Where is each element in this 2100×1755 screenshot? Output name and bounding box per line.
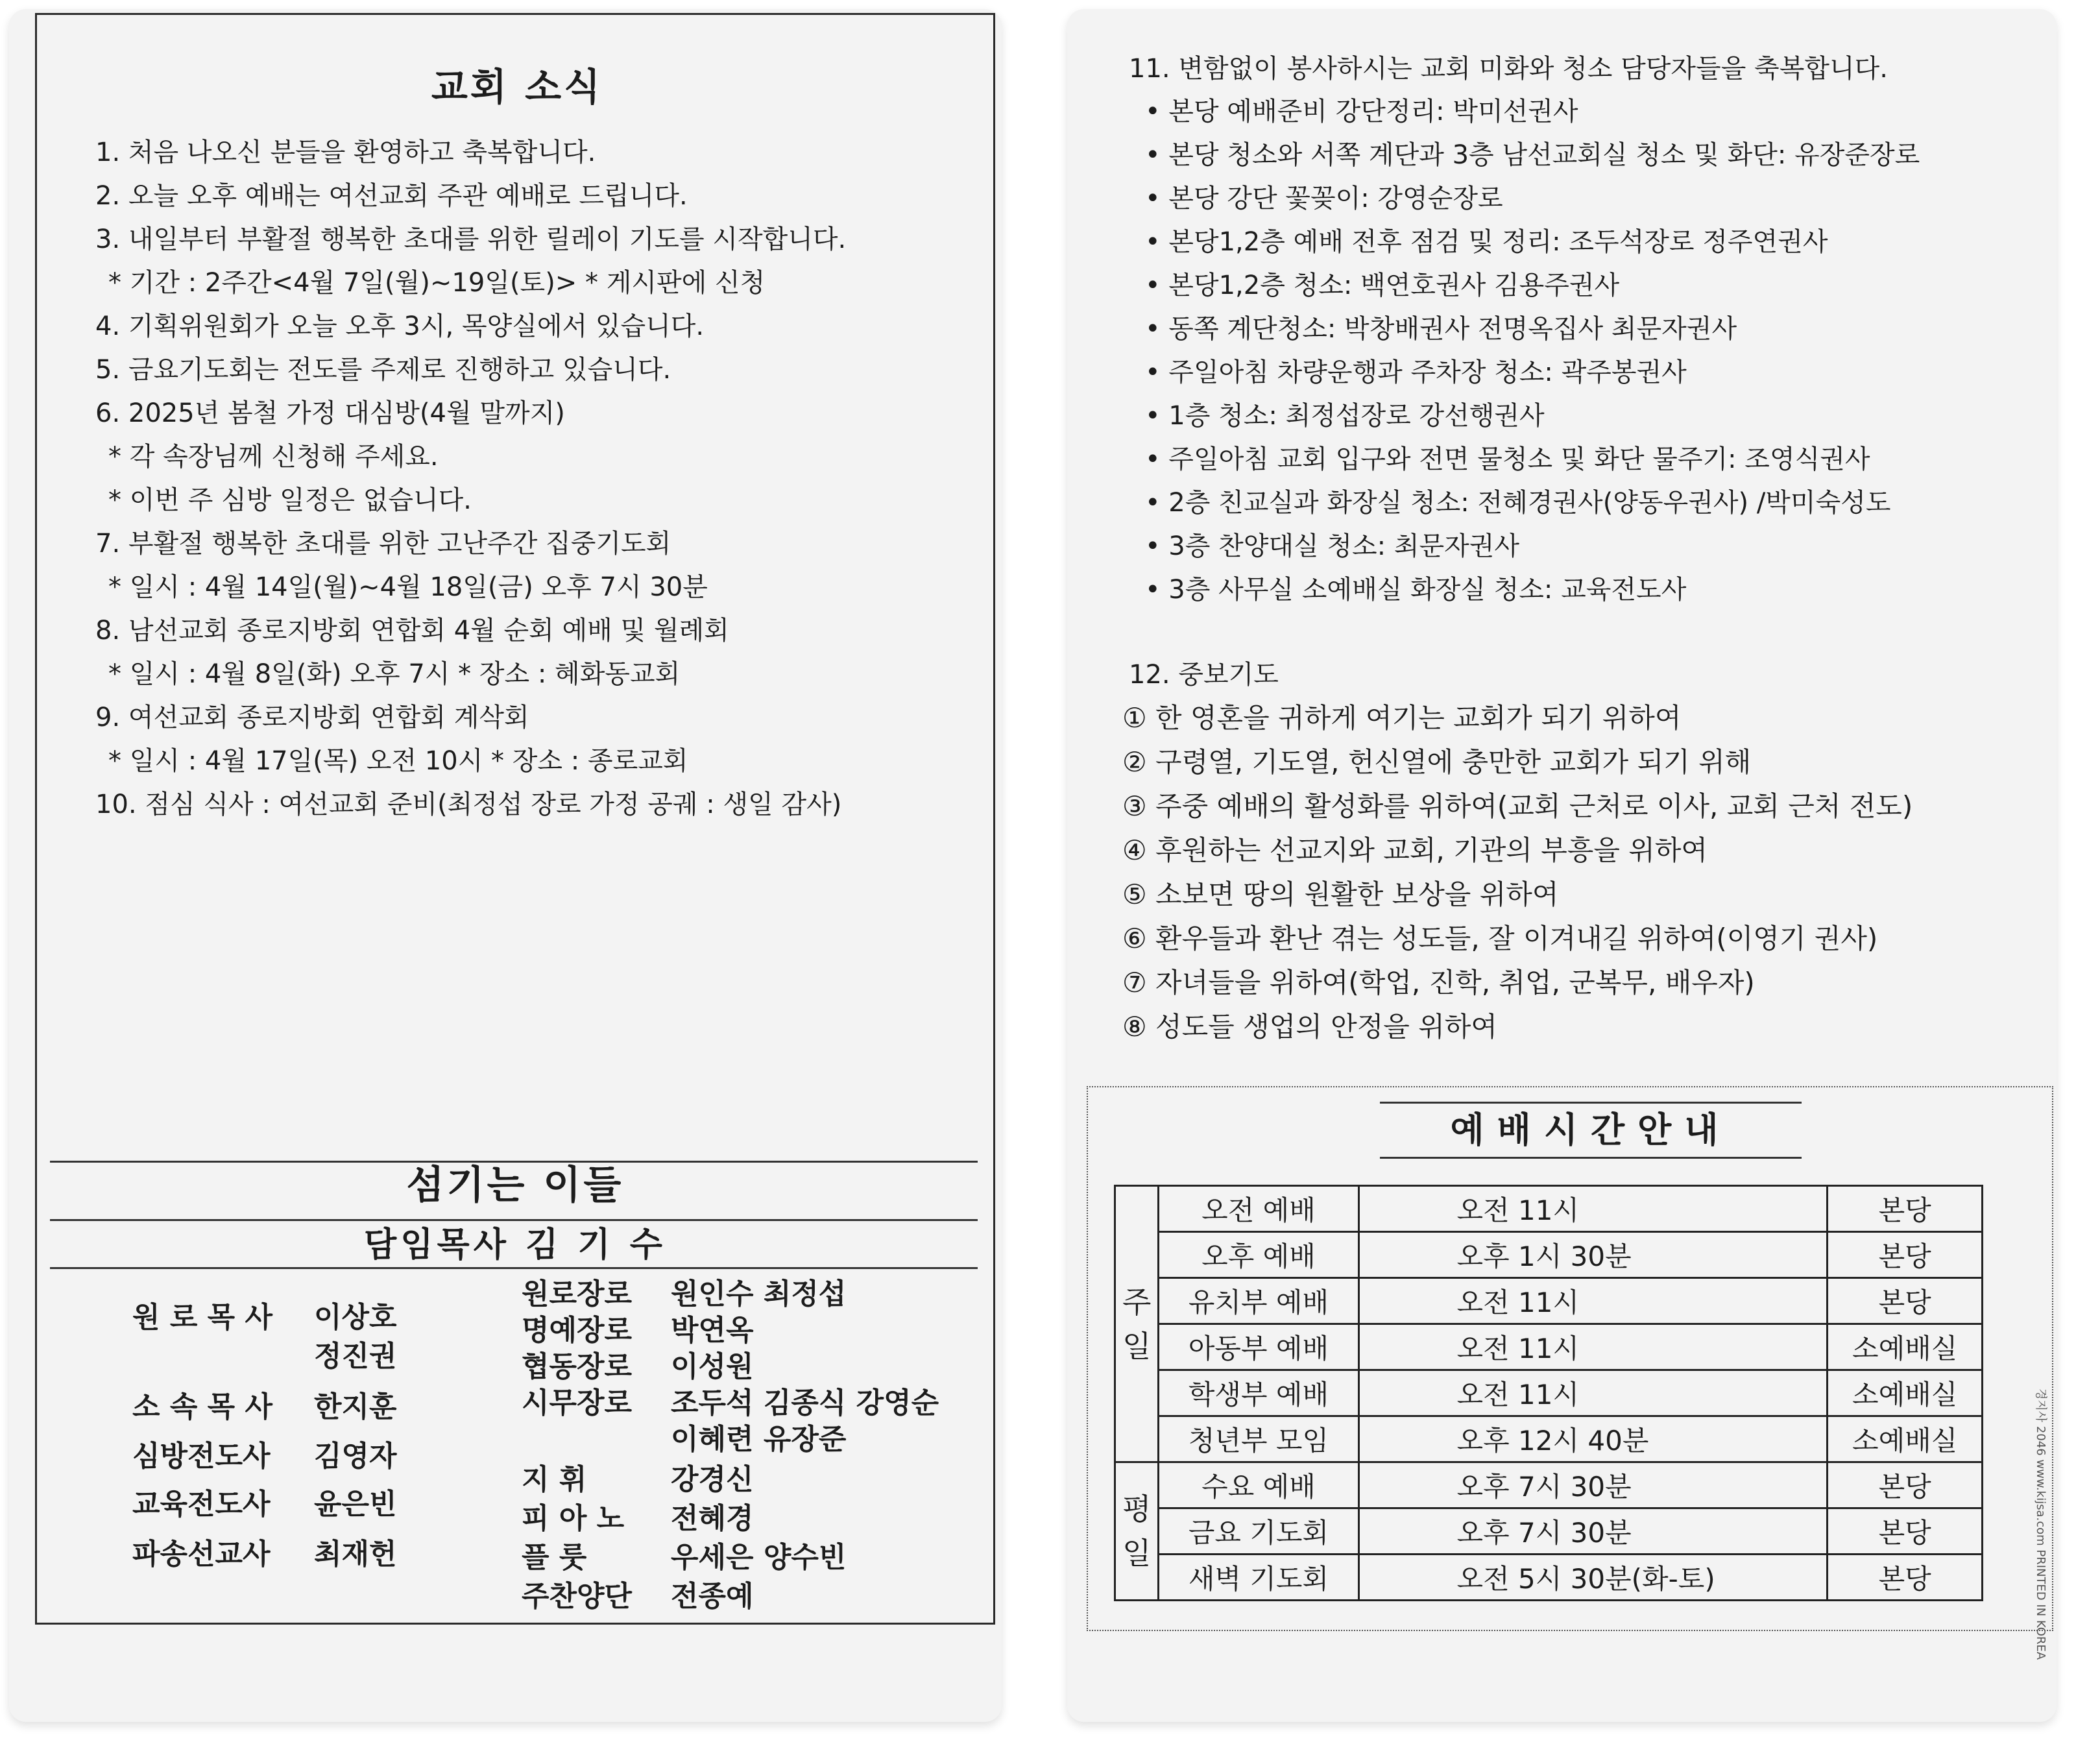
worship-schedule-table xyxy=(1114,1185,1983,1601)
group-weekday: 평일 xyxy=(1115,1462,1159,1601)
table-row xyxy=(1115,1324,1983,1370)
service-place: 소예배실 xyxy=(1828,1370,1983,1416)
duty-item: • 본당1,2층 예배 전후 점검 및 정리: 조두석장로 정주연권사 xyxy=(1145,227,1828,257)
server-names: 강경신 xyxy=(671,1463,754,1496)
server-names: 이혜련 유장준 xyxy=(671,1423,847,1456)
service-time: 오전 11시 xyxy=(1358,1186,1828,1232)
server-role: 소 속 목 사 xyxy=(132,1390,272,1423)
service-time: 오전 11시 xyxy=(1358,1278,1828,1324)
server-role: 심방전도사 xyxy=(132,1440,271,1473)
head-pastor: 담임목사 김 기 수 xyxy=(364,1226,666,1265)
server-role: 플 룻 xyxy=(522,1541,587,1574)
news-item-7: 7. 부활절 행복한 초대를 위한 고난주간 집중기도회 xyxy=(95,529,671,559)
left-page xyxy=(9,9,1002,1722)
duty-item: • 주일아침 교회 입구와 전면 물청소 및 화단 물주기: 조영식권사 xyxy=(1145,444,1870,474)
server-role: 명예장로 xyxy=(522,1314,633,1347)
duty-item: • 2층 친교실과 화장실 청소: 전혜경권사(양동우권사) /박미숙성도 xyxy=(1145,488,1891,518)
service-name: 금요 기도회 xyxy=(1159,1508,1358,1555)
table-row xyxy=(1115,1278,1983,1324)
server-names: 전혜경 xyxy=(671,1502,754,1535)
server-names: 정진권 xyxy=(314,1340,397,1373)
duty-item: • 3층 찬양대실 청소: 최문자권사 xyxy=(1145,531,1520,561)
server-role: 시무장로 xyxy=(522,1386,633,1420)
news-item-10: 10. 점심 식사 : 여선교회 준비(최정섭 장로 가정 공궤 : 생일 감사) xyxy=(95,790,842,819)
server-role: 원 로 목 사 xyxy=(132,1301,272,1334)
service-time: 오전 11시 xyxy=(1358,1324,1828,1370)
service-name: 유치부 예배 xyxy=(1159,1278,1358,1324)
news-item-6: 6. 2025년 봄철 가정 대심방(4월 말까지) xyxy=(95,398,565,428)
news-item-8-note: * 일시 : 4월 8일(화) 오후 7시 * 장소 : 혜화동교회 xyxy=(108,659,681,689)
divider xyxy=(50,1267,978,1269)
service-place: 소예배실 xyxy=(1828,1416,1983,1462)
news-item-5: 5. 금요기도회는 전도를 주제로 진행하고 있습니다. xyxy=(95,355,671,385)
server-names: 박연옥 xyxy=(671,1314,754,1347)
table-row xyxy=(1115,1462,1983,1508)
service-name: 새벽 기도회 xyxy=(1159,1555,1358,1601)
server-role: 피 아 노 xyxy=(522,1502,625,1535)
news-item-9-note: * 일시 : 4월 17일(목) 오전 10시 * 장소 : 종로교회 xyxy=(108,746,688,776)
news-item-6-note-1: * 각 속장님께 신청해 주세요. xyxy=(108,442,439,472)
news-item-6-note-2: * 이번 주 심방 일정은 없습니다. xyxy=(108,485,472,515)
server-names: 이성원 xyxy=(671,1350,754,1383)
server-names: 조두석 김종식 강영순 xyxy=(671,1386,939,1420)
service-name: 오전 예배 xyxy=(1159,1186,1358,1232)
right-page xyxy=(1067,9,2057,1722)
duty-item: • 주일아침 차량운행과 주차장 청소: 곽주봉권사 xyxy=(1145,357,1687,387)
server-role: 지 휘 xyxy=(522,1463,587,1496)
service-time: 오전 11시 xyxy=(1358,1370,1828,1416)
group-sunday: 주일 xyxy=(1115,1186,1159,1462)
duty-item: • 1층 청소: 최정섭장로 강선행권사 xyxy=(1145,401,1545,431)
duty-item: • 본당 예배준비 강단정리: 박미선권사 xyxy=(1145,97,1578,127)
server-role: 교육전도사 xyxy=(132,1488,271,1521)
service-time: 오후 12시 40분 xyxy=(1358,1416,1828,1462)
server-names: 최재헌 xyxy=(314,1538,397,1571)
news-item-7-note: * 일시 : 4월 14일(월)~4월 18일(금) 오후 7시 30분 xyxy=(108,572,708,602)
table-row xyxy=(1115,1416,1983,1462)
duty-item: • 3층 사무실 소예배실 화장실 청소: 교육전도사 xyxy=(1145,575,1687,605)
prayer-item: ① 한 영혼을 귀하게 여기는 교회가 되기 위하여 xyxy=(1122,702,1682,734)
service-time: 오전 5시 30분(화-토) xyxy=(1358,1555,1828,1601)
service-name: 학생부 예배 xyxy=(1159,1370,1358,1416)
server-names: 한지훈 xyxy=(314,1390,397,1423)
service-name: 수요 예배 xyxy=(1159,1462,1358,1508)
news-item-9: 9. 여선교회 종로지방회 연합회 계삭회 xyxy=(95,703,529,732)
table-row xyxy=(1115,1370,1983,1416)
prayer-item: ④ 후원하는 선교지와 교회, 기관의 부흥을 위하여 xyxy=(1122,834,1708,866)
news-item-11: 11. 변함없이 봉사하시는 교회 미화와 청소 담당자들을 축복합니다. xyxy=(1129,54,1888,84)
service-place: 본당 xyxy=(1828,1186,1983,1232)
table-row xyxy=(1115,1186,1983,1232)
server-role: 원로장로 xyxy=(522,1277,633,1311)
news-item-8: 8. 남선교회 종로지방회 연합회 4월 순회 예배 및 월례회 xyxy=(95,616,729,646)
news-item-4: 4. 기획위원회가 오늘 오후 3시, 목양실에서 있습니다. xyxy=(95,311,705,341)
service-place: 본당 xyxy=(1828,1508,1983,1555)
worship-schedule-title: 예배시간안내 xyxy=(1380,1102,1802,1159)
table-row xyxy=(1115,1232,1983,1278)
prayer-item: ② 구령열, 기도열, 헌신열에 충만한 교회가 되기 위해 xyxy=(1122,746,1752,778)
service-place: 본당 xyxy=(1828,1232,1983,1278)
prayer-item: ③ 주중 예배의 활성화를 위하여(교회 근처로 이사, 교회 근처 전도) xyxy=(1122,790,1913,822)
server-role: 협동장로 xyxy=(522,1350,633,1383)
worship-schedule-box xyxy=(1087,1086,2053,1631)
service-time: 오후 7시 30분 xyxy=(1358,1508,1828,1555)
server-names: 이상호 xyxy=(314,1301,397,1334)
server-names: 원인수 최정섭 xyxy=(671,1277,847,1311)
service-time: 오후 1시 30분 xyxy=(1358,1232,1828,1278)
duty-item: • 본당 강단 꽃꽂이: 강영순장로 xyxy=(1145,184,1503,213)
prayer-item: ⑤ 소보면 땅의 원활한 보상을 위하여 xyxy=(1122,878,1559,910)
duty-item: • 본당1,2층 청소: 백연호권사 김용주권사 xyxy=(1145,271,1620,300)
service-name: 청년부 모임 xyxy=(1159,1416,1358,1462)
server-names: 전종예 xyxy=(671,1580,754,1613)
duty-item: • 동쪽 계단청소: 박창배권사 전명옥집사 최문자권사 xyxy=(1145,314,1737,344)
server-names: 김영자 xyxy=(314,1440,397,1473)
service-name: 아동부 예배 xyxy=(1159,1324,1358,1370)
duty-item: • 본당 청소와 서쪽 계단과 3층 남선교회실 청소 및 화단: 유장준장로 xyxy=(1145,140,1920,170)
service-place: 본당 xyxy=(1828,1462,1983,1508)
service-time: 오후 7시 30분 xyxy=(1358,1462,1828,1508)
service-name: 오후 예배 xyxy=(1159,1232,1358,1278)
table-row xyxy=(1115,1555,1983,1601)
servers-title: 섬기는 이들 xyxy=(406,1163,624,1208)
table-row xyxy=(1115,1508,1983,1555)
news-item-12: 12. 중보기도 xyxy=(1129,660,1279,690)
news-title: 교회 소식 xyxy=(431,65,603,109)
news-item-3-note: * 기간 : 2주간<4월 7일(월)~19일(토)> * 게시판에 신청 xyxy=(108,268,766,298)
server-role: 파송선교사 xyxy=(132,1538,271,1571)
news-item-2: 2. 오늘 오후 예배는 여선교회 주관 예배로 드립니다. xyxy=(95,181,688,211)
service-place: 본당 xyxy=(1828,1278,1983,1324)
server-names: 윤은빈 xyxy=(314,1488,397,1521)
news-item-1: 1. 처음 나오신 분들을 환영하고 축복합니다. xyxy=(95,138,596,167)
service-place: 소예배실 xyxy=(1828,1324,1983,1370)
prayer-item: ⑦ 자녀들을 위하여(학업, 진학, 취업, 군복무, 배우자) xyxy=(1122,967,1755,999)
prayer-item: ⑥ 환우들과 환난 겪는 성도들, 잘 이겨내길 위하여(이영기 권사) xyxy=(1122,923,1878,954)
news-item-3: 3. 내일부터 부활절 행복한 초대를 위한 릴레이 기도를 시작합니다. xyxy=(95,224,847,254)
prayer-item: ⑧ 성도들 생업의 안정을 위하여 xyxy=(1122,1011,1497,1043)
server-names: 우세은 양수빈 xyxy=(671,1541,847,1574)
server-role: 주찬양단 xyxy=(522,1580,633,1613)
printer-mark: 경지사 2046 www.kijsa.com PRINTED IN KOREA xyxy=(2034,1388,2047,1660)
service-place: 본당 xyxy=(1828,1555,1983,1601)
